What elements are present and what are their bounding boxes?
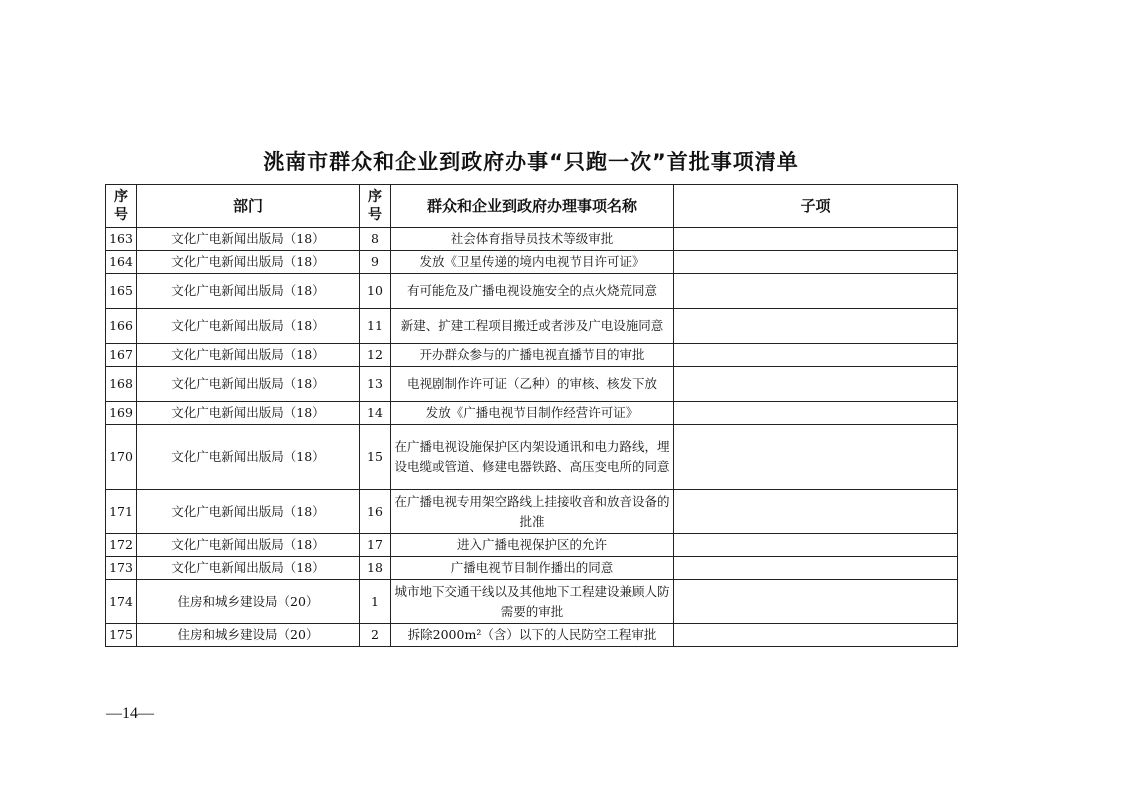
cell-sub-item	[674, 228, 958, 251]
cell-sub-item	[674, 490, 958, 534]
cell-dept: 文化广电新闻出版局（18）	[137, 309, 360, 344]
cell-item-name: 新建、扩建工程项目搬迁或者涉及广电设施同意	[391, 309, 674, 344]
cell-item-name: 社会体育指导员技术等级审批	[391, 228, 674, 251]
cell-sub-item	[674, 251, 958, 274]
header-sub-seq: 序号	[360, 185, 391, 228]
cell-sub-item	[674, 425, 958, 490]
table-row	[106, 402, 958, 425]
cell-dept: 文化广电新闻出版局（18）	[137, 274, 360, 309]
cell-dept: 文化广电新闻出版局（18）	[137, 344, 360, 367]
header-seq: 序号	[106, 185, 137, 228]
cell-dept: 文化广电新闻出版局（18）	[137, 251, 360, 274]
cell-sub-seq: 9	[360, 251, 391, 274]
cell-sub-seq: 15	[360, 425, 391, 490]
table-row	[106, 251, 958, 274]
cell-item-name: 发放《广播电视节目制作经营许可证》	[391, 402, 674, 425]
cell-sub-seq: 10	[360, 274, 391, 309]
items-table	[105, 184, 958, 647]
cell-seq: 164	[106, 251, 137, 274]
page-number: —14—	[106, 705, 154, 722]
cell-dept: 文化广电新闻出版局（18）	[137, 557, 360, 580]
cell-sub-item	[674, 367, 958, 402]
cell-item-name: 开办群众参与的广播电视直播节目的审批	[391, 344, 674, 367]
table-row	[106, 534, 958, 557]
table-row	[106, 557, 958, 580]
table-row	[106, 425, 958, 490]
table-row	[106, 274, 958, 309]
table-row	[106, 624, 958, 647]
cell-item-name: 城市地下交通干线以及其他地下工程建设兼顾人防需要的审批	[391, 580, 674, 624]
cell-dept: 文化广电新闻出版局（18）	[137, 367, 360, 402]
header-sub-item: 子项	[674, 185, 958, 228]
header-dept: 部门	[137, 185, 360, 228]
cell-dept: 住房和城乡建设局（20）	[137, 580, 360, 624]
cell-item-name: 电视剧制作许可证（乙种）的审核、核发下放	[391, 367, 674, 402]
cell-sub-seq: 11	[360, 309, 391, 344]
cell-item-name: 广播电视节目制作播出的同意	[391, 557, 674, 580]
cell-dept: 文化广电新闻出版局（18）	[137, 534, 360, 557]
cell-seq: 174	[106, 580, 137, 624]
cell-seq: 173	[106, 557, 137, 580]
cell-sub-seq: 1	[360, 580, 391, 624]
cell-seq: 166	[106, 309, 137, 344]
cell-sub-seq: 12	[360, 344, 391, 367]
cell-seq: 168	[106, 367, 137, 402]
cell-seq: 169	[106, 402, 137, 425]
cell-dept: 文化广电新闻出版局（18）	[137, 402, 360, 425]
cell-seq: 167	[106, 344, 137, 367]
cell-sub-item	[674, 624, 958, 647]
cell-item-name: 发放《卫星传递的境内电视节目许可证》	[391, 251, 674, 274]
cell-dept: 住房和城乡建设局（20）	[137, 624, 360, 647]
cell-item-name: 拆除2000m²（含）以下的人民防空工程审批	[391, 624, 674, 647]
cell-item-name: 有可能危及广播电视设施安全的点火烧荒同意	[391, 274, 674, 309]
cell-sub-seq: 13	[360, 367, 391, 402]
table-row	[106, 344, 958, 367]
header-item-name: 群众和企业到政府办理事项名称	[391, 185, 674, 228]
cell-seq: 175	[106, 624, 137, 647]
table-row	[106, 490, 958, 534]
table-row	[106, 580, 958, 624]
cell-sub-seq: 2	[360, 624, 391, 647]
cell-seq: 163	[106, 228, 137, 251]
table-header-row	[106, 185, 958, 228]
cell-sub-item	[674, 557, 958, 580]
cell-sub-item	[674, 274, 958, 309]
table-row	[106, 367, 958, 402]
document-title: 洮南市群众和企业到政府办事“只跑一次”首批事项清单	[263, 150, 799, 174]
cell-dept: 文化广电新闻出版局（18）	[137, 490, 360, 534]
cell-sub-item	[674, 534, 958, 557]
cell-seq: 172	[106, 534, 137, 557]
cell-sub-seq: 16	[360, 490, 391, 534]
cell-item-name: 在广播电视专用架空路线上挂接收音和放音设备的批准	[391, 490, 674, 534]
table-row	[106, 309, 958, 344]
cell-sub-item	[674, 344, 958, 367]
cell-sub-item	[674, 309, 958, 344]
cell-dept: 文化广电新闻出版局（18）	[137, 425, 360, 490]
cell-item-name: 在广播电视设施保护区内架设通讯和电力路线，埋设电缆或管道、修建电器铁路、高压变电所的同意	[391, 425, 674, 490]
cell-sub-seq: 17	[360, 534, 391, 557]
cell-seq: 170	[106, 425, 137, 490]
cell-item-name: 进入广播电视保护区的允许	[391, 534, 674, 557]
cell-sub-seq: 8	[360, 228, 391, 251]
cell-seq: 165	[106, 274, 137, 309]
cell-seq: 171	[106, 490, 137, 534]
cell-sub-item	[674, 402, 958, 425]
cell-sub-seq: 14	[360, 402, 391, 425]
table-row	[106, 228, 958, 251]
cell-dept: 文化广电新闻出版局（18）	[137, 228, 360, 251]
cell-sub-item	[674, 580, 958, 624]
cell-sub-seq: 18	[360, 557, 391, 580]
